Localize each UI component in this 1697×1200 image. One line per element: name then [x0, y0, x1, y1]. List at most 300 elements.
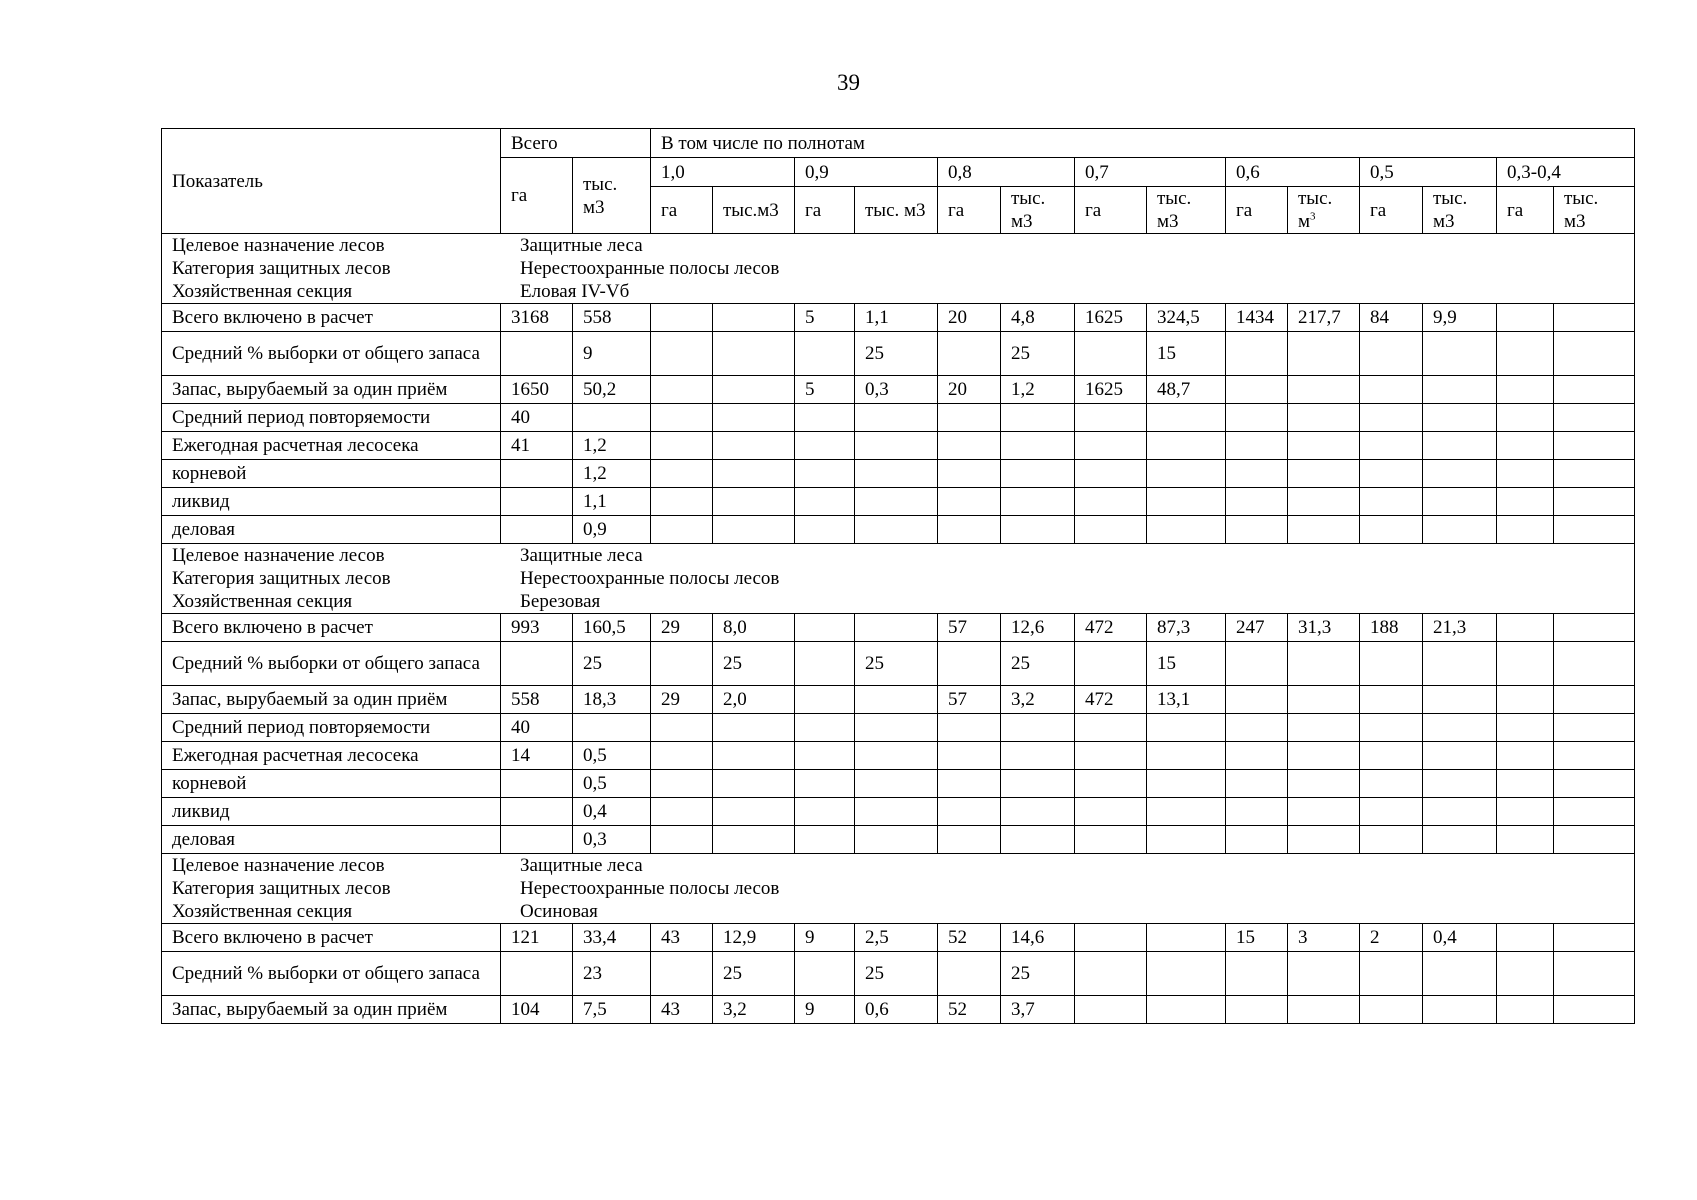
- table-cell: [795, 332, 855, 376]
- table-cell: [1423, 432, 1497, 460]
- row-indicator: Ежегодная расчетная лесосека: [162, 742, 501, 770]
- table-cell: [795, 686, 855, 714]
- header-total: Всего: [501, 129, 651, 158]
- table-cell: [1075, 952, 1147, 996]
- table-cell: [1360, 686, 1423, 714]
- section-meta-line: [172, 854, 1624, 877]
- table-cell: [651, 952, 713, 996]
- section-meta-line: [172, 590, 1624, 613]
- table-cell: [795, 516, 855, 544]
- table-cell: [1075, 826, 1147, 854]
- header-density: 0,5: [1360, 158, 1497, 187]
- row-indicator: Средний период повторяемости: [162, 404, 501, 432]
- table-cell: [1423, 996, 1497, 1024]
- table-cell: [713, 432, 795, 460]
- table-cell: [1554, 376, 1635, 404]
- table-cell: [1554, 742, 1635, 770]
- section-meta-label: Целевое назначение лесов: [172, 235, 385, 256]
- table-cell: [651, 376, 713, 404]
- table-cell: [1226, 432, 1288, 460]
- row-indicator: Всего включено в расчет: [162, 614, 501, 642]
- table-cell: [1288, 770, 1360, 798]
- table-cell: [1288, 798, 1360, 826]
- table-cell: [1226, 798, 1288, 826]
- table-cell: 33,4: [573, 924, 651, 952]
- table-cell: [1423, 770, 1497, 798]
- table-cell: [713, 488, 795, 516]
- table-cell: [651, 770, 713, 798]
- section-meta: [162, 234, 1635, 304]
- section-meta-label: Категория защитных лесов: [172, 258, 391, 279]
- table-cell: [1360, 432, 1423, 460]
- table-cell: [1554, 924, 1635, 952]
- table-cell: [1288, 686, 1360, 714]
- table-cell: [1147, 714, 1226, 742]
- row-indicator: Запас, вырубаемый за один приём: [162, 376, 501, 404]
- table-cell: [1001, 826, 1075, 854]
- table-cell: [501, 826, 573, 854]
- table-cell: 14: [501, 742, 573, 770]
- table-cell: 9,9: [1423, 304, 1497, 332]
- table-cell: 104: [501, 996, 573, 1024]
- table-cell: [855, 488, 938, 516]
- table-cell: [713, 714, 795, 742]
- table-cell: [1226, 686, 1288, 714]
- table-cell: [1226, 642, 1288, 686]
- table-cell: [1360, 798, 1423, 826]
- table-cell: [1497, 376, 1554, 404]
- header-density: 0,8: [938, 158, 1075, 187]
- table-cell: 1,2: [573, 432, 651, 460]
- table-row: [162, 614, 1635, 642]
- table-cell: [1001, 404, 1075, 432]
- table-cell: [938, 516, 1001, 544]
- table-cell: [573, 404, 651, 432]
- header-unit: га: [1360, 187, 1423, 234]
- table-cell: 8,0: [713, 614, 795, 642]
- table-cell: [1001, 460, 1075, 488]
- table-cell: [1360, 770, 1423, 798]
- table-cell: [1147, 798, 1226, 826]
- table-cell: [1423, 742, 1497, 770]
- table-cell: [501, 798, 573, 826]
- table-cell: 558: [501, 686, 573, 714]
- table-cell: [651, 332, 713, 376]
- table-cell: [1423, 798, 1497, 826]
- table-cell: [1360, 460, 1423, 488]
- table-cell: 3,2: [1001, 686, 1075, 714]
- table-cell: [573, 714, 651, 742]
- table-cell: [1226, 826, 1288, 854]
- table-cell: [1288, 432, 1360, 460]
- table-row: [162, 742, 1635, 770]
- table-cell: 21,3: [1423, 614, 1497, 642]
- section-meta-value: Нерестоохранные полосы лесов: [520, 258, 780, 279]
- table-cell: [713, 826, 795, 854]
- table-cell: 13,1: [1147, 686, 1226, 714]
- table-cell: 0,6: [855, 996, 938, 1024]
- table-cell: [651, 798, 713, 826]
- table-cell: 0,5: [573, 770, 651, 798]
- table-cell: 18,3: [573, 686, 651, 714]
- table-cell: [1147, 460, 1226, 488]
- table-cell: [1360, 826, 1423, 854]
- section-meta-line: [172, 900, 1624, 923]
- table-cell: [1075, 714, 1147, 742]
- table-cell: [1497, 460, 1554, 488]
- row-indicator: Запас, вырубаемый за один приём: [162, 686, 501, 714]
- table-cell: [1147, 924, 1226, 952]
- header-by-density: В том числе по полнотам: [651, 129, 1635, 158]
- table-cell: [1075, 742, 1147, 770]
- table-cell: [1147, 996, 1226, 1024]
- table-row: [162, 924, 1635, 952]
- table-cell: [795, 642, 855, 686]
- section-header-row: [162, 544, 1635, 614]
- table-cell: [855, 686, 938, 714]
- section-meta-label: Целевое назначение лесов: [172, 855, 385, 876]
- table-cell: 5: [795, 376, 855, 404]
- table-cell: 1625: [1075, 304, 1147, 332]
- table-cell: 25: [1001, 642, 1075, 686]
- table-cell: [651, 432, 713, 460]
- table-cell: 472: [1075, 686, 1147, 714]
- table-cell: [1423, 714, 1497, 742]
- table-cell: [1554, 770, 1635, 798]
- table-cell: 50,2: [573, 376, 651, 404]
- header-unit: га: [938, 187, 1001, 234]
- table-cell: [1360, 642, 1423, 686]
- table-cell: [713, 332, 795, 376]
- table-cell: [1001, 798, 1075, 826]
- table-cell: 25: [573, 642, 651, 686]
- header-density: 0,7: [1075, 158, 1226, 187]
- table-cell: [1423, 460, 1497, 488]
- table-cell: 25: [1001, 952, 1075, 996]
- row-indicator: Всего включено в расчет: [162, 924, 501, 952]
- header-density: 0,9: [795, 158, 938, 187]
- table-cell: [938, 798, 1001, 826]
- table-cell: [1226, 952, 1288, 996]
- table-row: [162, 798, 1635, 826]
- table-cell: 121: [501, 924, 573, 952]
- table-cell: [1423, 516, 1497, 544]
- section-meta-label: Категория защитных лесов: [172, 878, 391, 899]
- table-cell: [1147, 488, 1226, 516]
- table-cell: [1226, 742, 1288, 770]
- table-row: [162, 516, 1635, 544]
- table-cell: [1001, 742, 1075, 770]
- table-row: [162, 488, 1635, 516]
- table-cell: 4,8: [1001, 304, 1075, 332]
- table-cell: [855, 432, 938, 460]
- section-meta: [162, 854, 1635, 924]
- table-cell: [1001, 516, 1075, 544]
- header-unit: тыс. м3: [1423, 187, 1497, 234]
- table-cell: [1075, 404, 1147, 432]
- table-cell: [938, 952, 1001, 996]
- table-cell: [938, 404, 1001, 432]
- table-cell: 29: [651, 614, 713, 642]
- table-cell: [1497, 432, 1554, 460]
- header-unit: тыс. м3: [1147, 187, 1226, 234]
- table-cell: 84: [1360, 304, 1423, 332]
- table-row: [162, 826, 1635, 854]
- table-cell: [1075, 798, 1147, 826]
- table-cell: 2,0: [713, 686, 795, 714]
- header-unit: тыс.м3: [713, 187, 795, 234]
- header-unit: га: [1075, 187, 1147, 234]
- table-cell: [1497, 714, 1554, 742]
- table-cell: [713, 304, 795, 332]
- table-row: [162, 304, 1635, 332]
- table-cell: 188: [1360, 614, 1423, 642]
- table-cell: 247: [1226, 614, 1288, 642]
- table-cell: [1001, 714, 1075, 742]
- table-cell: [1497, 798, 1554, 826]
- section-meta-line: [172, 234, 1624, 257]
- table-cell: [1001, 432, 1075, 460]
- section-meta-label: Целевое назначение лесов: [172, 545, 385, 566]
- table-cell: 40: [501, 714, 573, 742]
- table-row: [162, 952, 1635, 996]
- table-cell: 52: [938, 996, 1001, 1024]
- table-cell: 1,1: [855, 304, 938, 332]
- row-indicator: ликвид: [162, 488, 501, 516]
- table-row: [162, 642, 1635, 686]
- table-cell: [1226, 404, 1288, 432]
- table-cell: [855, 404, 938, 432]
- table-cell: [651, 714, 713, 742]
- table-cell: [651, 826, 713, 854]
- row-indicator: деловая: [162, 516, 501, 544]
- table-cell: [651, 516, 713, 544]
- table-cell: 15: [1147, 642, 1226, 686]
- table-cell: [713, 770, 795, 798]
- table-cell: [1075, 460, 1147, 488]
- table-cell: 0,5: [573, 742, 651, 770]
- header-unit: тыс. м3: [1001, 187, 1075, 234]
- table-cell: [713, 404, 795, 432]
- table-cell: [1288, 332, 1360, 376]
- table-cell: 57: [938, 686, 1001, 714]
- table-cell: 558: [573, 304, 651, 332]
- table-cell: [1554, 996, 1635, 1024]
- header-unit: га: [795, 187, 855, 234]
- table-cell: [1288, 952, 1360, 996]
- table-cell: [1554, 714, 1635, 742]
- table-body: [162, 234, 1635, 1024]
- table-cell: [501, 770, 573, 798]
- table-cell: [1288, 742, 1360, 770]
- table-cell: [1226, 516, 1288, 544]
- forest-harvest-table: [161, 128, 1635, 1024]
- table-cell: [1423, 488, 1497, 516]
- table-cell: [1360, 332, 1423, 376]
- table-cell: [795, 432, 855, 460]
- section-meta-value: Защитные леса: [520, 235, 643, 256]
- table-cell: [1360, 714, 1423, 742]
- table-cell: 2: [1360, 924, 1423, 952]
- table-cell: [1497, 826, 1554, 854]
- table-cell: [938, 488, 1001, 516]
- table-cell: [1226, 332, 1288, 376]
- section-meta-line: [172, 544, 1624, 567]
- table-cell: [1288, 516, 1360, 544]
- table-cell: [1554, 686, 1635, 714]
- table-cell: [795, 714, 855, 742]
- table-cell: 48,7: [1147, 376, 1226, 404]
- table-cell: [1075, 432, 1147, 460]
- section-meta-value: Нерестоохранные полосы лесов: [520, 878, 780, 899]
- table-cell: [1497, 996, 1554, 1024]
- table-cell: [1288, 826, 1360, 854]
- table-cell: 472: [1075, 614, 1147, 642]
- section-meta-value: Осиновая: [520, 901, 598, 922]
- table-cell: [713, 516, 795, 544]
- section-meta-label: Хозяйственная секция: [172, 901, 353, 922]
- table-cell: [1288, 714, 1360, 742]
- section-meta-line: [172, 280, 1624, 303]
- table-cell: [1147, 952, 1226, 996]
- table-cell: [1423, 642, 1497, 686]
- table-row: [162, 996, 1635, 1024]
- table-cell: [1497, 770, 1554, 798]
- row-indicator: Средний период повторяемости: [162, 714, 501, 742]
- table-cell: [1288, 376, 1360, 404]
- table-cell: 0,3: [855, 376, 938, 404]
- table-cell: [1226, 488, 1288, 516]
- table-cell: 160,5: [573, 614, 651, 642]
- table-cell: [1497, 404, 1554, 432]
- table-cell: 52: [938, 924, 1001, 952]
- table-cell: 12,9: [713, 924, 795, 952]
- table-cell: [1288, 488, 1360, 516]
- table-cell: [1554, 642, 1635, 686]
- row-indicator: ликвид: [162, 798, 501, 826]
- table-cell: 23: [573, 952, 651, 996]
- table-cell: 20: [938, 376, 1001, 404]
- header-unit-with-superscript: [1288, 187, 1360, 234]
- table-cell: [795, 742, 855, 770]
- table-cell: [795, 798, 855, 826]
- table-cell: [1554, 432, 1635, 460]
- table-row: [162, 432, 1635, 460]
- table-cell: [1147, 516, 1226, 544]
- table-cell: 25: [713, 642, 795, 686]
- table-cell: 3,7: [1001, 996, 1075, 1024]
- table-cell: [795, 770, 855, 798]
- table-cell: [1360, 516, 1423, 544]
- table-cell: 0,3: [573, 826, 651, 854]
- table-cell: 1,1: [573, 488, 651, 516]
- table-cell: [713, 798, 795, 826]
- table-cell: [501, 488, 573, 516]
- section-meta-value: Березовая: [520, 591, 601, 612]
- table-cell: [938, 742, 1001, 770]
- table-cell: [1075, 516, 1147, 544]
- table-cell: [1226, 376, 1288, 404]
- header-unit: тыс. м3: [1554, 187, 1635, 234]
- table-cell: 15: [1226, 924, 1288, 952]
- table-cell: [795, 952, 855, 996]
- section-meta: [162, 544, 1635, 614]
- table-cell: [1554, 404, 1635, 432]
- table-cell: [1554, 460, 1635, 488]
- table-cell: [1497, 516, 1554, 544]
- header-unit-text: тыс. м: [1298, 188, 1333, 232]
- table-row: [162, 686, 1635, 714]
- table-cell: [501, 332, 573, 376]
- section-header-row: [162, 854, 1635, 924]
- table-cell: [1423, 332, 1497, 376]
- table-cell: [651, 460, 713, 488]
- table-cell: [1288, 996, 1360, 1024]
- row-indicator: Средний % выборки от общего запаса: [162, 332, 501, 376]
- table-cell: [1001, 488, 1075, 516]
- table-cell: [1075, 642, 1147, 686]
- table-cell: [1075, 332, 1147, 376]
- row-indicator: Средний % выборки от общего запаса: [162, 952, 501, 996]
- table-cell: 5: [795, 304, 855, 332]
- table-cell: [1497, 614, 1554, 642]
- table-cell: 40: [501, 404, 573, 432]
- header-density: 1,0: [651, 158, 795, 187]
- row-indicator: Запас, вырубаемый за один приём: [162, 996, 501, 1024]
- row-indicator: корневой: [162, 460, 501, 488]
- table-cell: [795, 460, 855, 488]
- header-unit: га: [651, 187, 713, 234]
- table-row: [162, 460, 1635, 488]
- table-cell: [1423, 404, 1497, 432]
- table-cell: 0,4: [1423, 924, 1497, 952]
- table-cell: 43: [651, 996, 713, 1024]
- table-cell: 25: [855, 642, 938, 686]
- table-cell: 1,2: [573, 460, 651, 488]
- table-cell: [1497, 686, 1554, 714]
- section-meta-value: Защитные леса: [520, 545, 643, 566]
- table-cell: 15: [1147, 332, 1226, 376]
- table-cell: [855, 826, 938, 854]
- table-row: [162, 376, 1635, 404]
- table-cell: 1434: [1226, 304, 1288, 332]
- table-cell: [1288, 404, 1360, 432]
- table-cell: 7,5: [573, 996, 651, 1024]
- section-meta-value: Еловая IV-Vб: [520, 281, 630, 302]
- table-cell: 0,4: [573, 798, 651, 826]
- header-total-volume: тыс. м3: [573, 158, 651, 234]
- table-cell: [855, 460, 938, 488]
- header-density: 0,3-0,4: [1497, 158, 1635, 187]
- table-cell: 57: [938, 614, 1001, 642]
- table-cell: [1147, 432, 1226, 460]
- table-cell: [501, 460, 573, 488]
- table-cell: [501, 516, 573, 544]
- table-cell: [795, 404, 855, 432]
- table-cell: [938, 826, 1001, 854]
- table-cell: [713, 460, 795, 488]
- table-cell: [1423, 686, 1497, 714]
- table-cell: 43: [651, 924, 713, 952]
- table-cell: [1147, 404, 1226, 432]
- table-cell: [1075, 924, 1147, 952]
- table-cell: 3: [1288, 924, 1360, 952]
- table-cell: [1423, 376, 1497, 404]
- table-cell: [651, 488, 713, 516]
- table-cell: [938, 642, 1001, 686]
- table-cell: [855, 516, 938, 544]
- table-cell: [1075, 488, 1147, 516]
